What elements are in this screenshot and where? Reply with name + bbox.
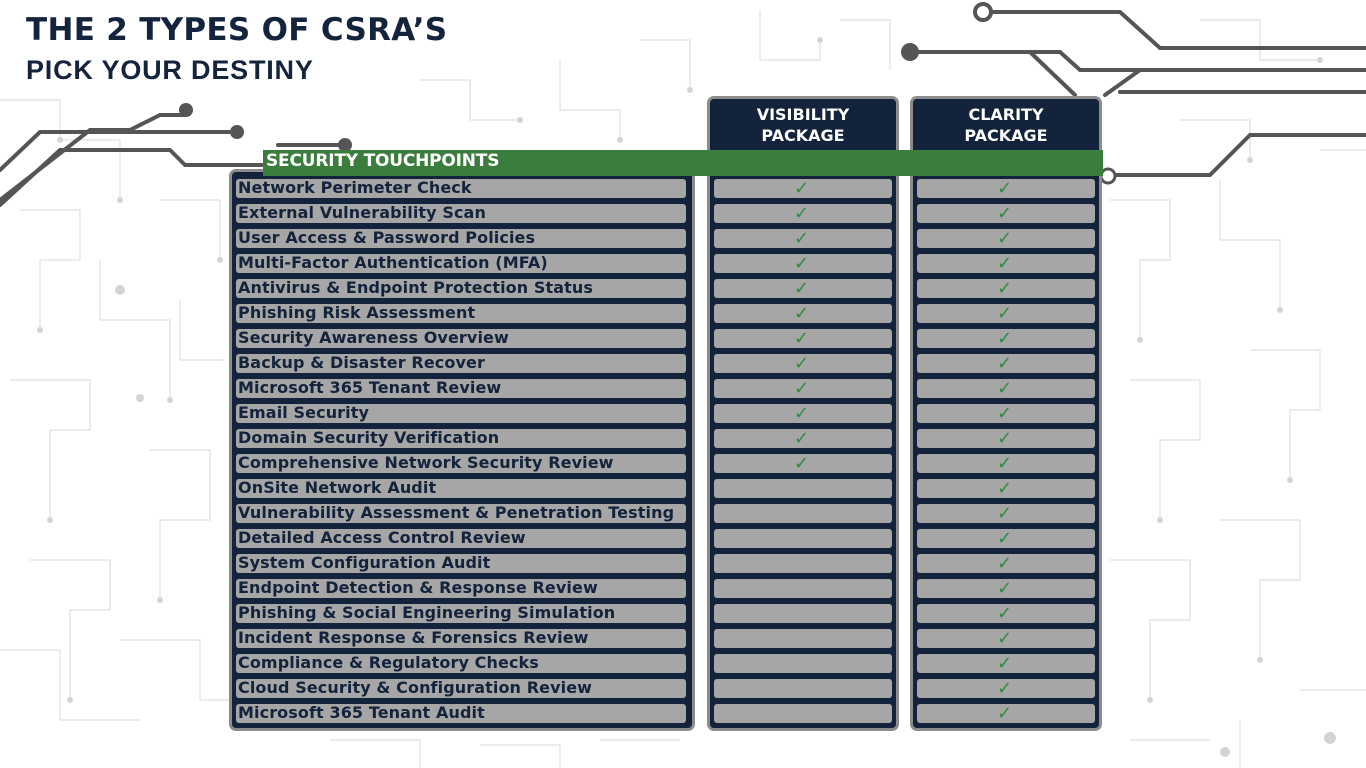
clarity-cell xyxy=(917,254,1095,273)
clarity-cell xyxy=(917,579,1095,598)
visibility-cell xyxy=(714,479,892,498)
clarity-cell xyxy=(917,429,1095,448)
touchpoint-cell xyxy=(236,379,686,398)
visibility-cell xyxy=(714,304,892,323)
checkmark-icon: ✓ xyxy=(997,428,1013,449)
clarity-cell xyxy=(917,354,1095,373)
touchpoint-label: OnSite Network Audit xyxy=(238,478,437,497)
clarity-cell xyxy=(917,529,1095,548)
touchpoint-label: User Access & Password Policies xyxy=(238,228,536,247)
visibility-cell xyxy=(714,554,892,573)
touchpoint-cell xyxy=(236,679,686,698)
checkmark-icon: ✓ xyxy=(997,653,1013,674)
checkmark-icon: ✓ xyxy=(997,478,1013,499)
checkmark-icon: ✓ xyxy=(997,528,1013,549)
clarity-cell xyxy=(917,204,1095,223)
checkmark-icon: ✓ xyxy=(794,328,810,349)
checkmark-icon: ✓ xyxy=(794,303,810,324)
checkmark-icon: ✓ xyxy=(997,603,1013,624)
checkmark-icon: ✓ xyxy=(997,303,1013,324)
clarity-cell xyxy=(917,304,1095,323)
touchpoint-cell xyxy=(236,454,686,473)
touchpoint-label: External Vulnerability Scan xyxy=(238,203,486,222)
visibility-cell xyxy=(714,254,892,273)
visibility-cell xyxy=(714,679,892,698)
touchpoint-label: Comprehensive Network Security Review xyxy=(238,453,614,472)
touchpoint-label: System Configuration Audit xyxy=(238,553,491,572)
checkmark-icon: ✓ xyxy=(997,328,1013,349)
visibility-package-line2: PACKAGE xyxy=(761,126,845,145)
clarity-cell xyxy=(917,504,1095,523)
touchpoint-cell xyxy=(236,329,686,348)
visibility-cell xyxy=(714,604,892,623)
touchpoint-cell xyxy=(236,204,686,223)
visibility-cell xyxy=(714,429,892,448)
clarity-package-line1: CLARITY xyxy=(968,105,1044,124)
touchpoint-label: Incident Response & Forensics Review xyxy=(238,628,589,647)
clarity-cell xyxy=(917,404,1095,423)
checkmark-icon: ✓ xyxy=(794,203,810,224)
touchpoint-cell xyxy=(236,304,686,323)
touchpoint-label: Vulnerability Assessment & Penetration Testing xyxy=(238,503,675,522)
visibility-package-line1: VISIBILITY xyxy=(756,105,850,124)
touchpoint-label: Cloud Security & Configuration Review xyxy=(238,678,593,697)
touchpoint-cell xyxy=(236,229,686,248)
touchpoint-cell xyxy=(236,654,686,673)
visibility-cell xyxy=(714,654,892,673)
touchpoint-cell xyxy=(236,504,686,523)
touchpoint-cell xyxy=(236,279,686,298)
clarity-cell xyxy=(917,679,1095,698)
touchpoint-cell xyxy=(236,554,686,573)
touchpoint-label: Network Perimeter Check xyxy=(238,178,472,197)
visibility-cell xyxy=(714,179,892,198)
checkmark-icon: ✓ xyxy=(997,278,1013,299)
visibility-cell xyxy=(714,704,892,723)
clarity-cell xyxy=(917,629,1095,648)
checkmark-icon: ✓ xyxy=(794,253,810,274)
checkmark-icon: ✓ xyxy=(997,503,1013,524)
checkmark-icon: ✓ xyxy=(794,378,810,399)
touchpoint-label: Detailed Access Control Review xyxy=(238,528,526,547)
clarity-cell xyxy=(917,179,1095,198)
checkmark-icon: ✓ xyxy=(794,353,810,374)
checkmark-icon: ✓ xyxy=(997,703,1013,724)
checkmark-icon: ✓ xyxy=(997,578,1013,599)
checkmark-icon: ✓ xyxy=(794,453,810,474)
checkmark-icon: ✓ xyxy=(794,428,810,449)
visibility-cell xyxy=(714,329,892,348)
clarity-cell xyxy=(917,654,1095,673)
checkmark-icon: ✓ xyxy=(794,178,810,199)
clarity-package-heading xyxy=(910,104,1102,146)
visibility-cell xyxy=(714,629,892,648)
clarity-cell xyxy=(917,479,1095,498)
visibility-cell xyxy=(714,379,892,398)
touchpoint-cell xyxy=(236,579,686,598)
touchpoint-cell xyxy=(236,529,686,548)
visibility-package-heading xyxy=(707,104,899,146)
touchpoint-cell xyxy=(236,354,686,373)
checkmark-icon: ✓ xyxy=(997,253,1013,274)
visibility-cell xyxy=(714,404,892,423)
checkmark-icon: ✓ xyxy=(997,353,1013,374)
checkmark-icon: ✓ xyxy=(997,403,1013,424)
page-subtitle: PICK YOUR DESTINY xyxy=(26,55,314,85)
clarity-cell xyxy=(917,279,1095,298)
visibility-cell xyxy=(714,579,892,598)
touchpoint-label: Microsoft 365 Tenant Audit xyxy=(238,703,485,722)
security-touchpoints-banner xyxy=(263,150,1103,176)
touchpoint-cell xyxy=(236,179,686,198)
touchpoint-label: Multi-Factor Authentication (MFA) xyxy=(238,253,548,272)
clarity-cell xyxy=(917,229,1095,248)
touchpoint-cell xyxy=(236,604,686,623)
clarity-package-line2: PACKAGE xyxy=(964,126,1048,145)
checkmark-icon: ✓ xyxy=(997,203,1013,224)
visibility-cell xyxy=(714,354,892,373)
touchpoint-cell xyxy=(236,629,686,648)
touchpoint-label: Compliance & Regulatory Checks xyxy=(238,653,539,672)
touchpoint-cell xyxy=(236,704,686,723)
touchpoint-cell xyxy=(236,404,686,423)
visibility-cell xyxy=(714,229,892,248)
touchpoint-label: Backup & Disaster Recover xyxy=(238,353,485,372)
clarity-cell xyxy=(917,329,1095,348)
checkmark-icon: ✓ xyxy=(794,403,810,424)
visibility-cell xyxy=(714,454,892,473)
touchpoint-label: Security Awareness Overview xyxy=(238,328,509,347)
visibility-cell xyxy=(714,529,892,548)
checkmark-icon: ✓ xyxy=(794,278,810,299)
touchpoint-cell xyxy=(236,254,686,273)
clarity-cell xyxy=(917,604,1095,623)
checkmark-icon: ✓ xyxy=(997,178,1013,199)
visibility-cell xyxy=(714,279,892,298)
touchpoint-label: Phishing & Social Engineering Simulation xyxy=(238,603,616,622)
checkmark-icon: ✓ xyxy=(794,228,810,249)
touchpoint-cell xyxy=(236,479,686,498)
checkmark-icon: ✓ xyxy=(997,678,1013,699)
clarity-cell xyxy=(917,554,1095,573)
checkmark-icon: ✓ xyxy=(997,453,1013,474)
touchpoint-label: Microsoft 365 Tenant Review xyxy=(238,378,502,397)
clarity-cell xyxy=(917,704,1095,723)
touchpoint-label: Antivirus & Endpoint Protection Status xyxy=(238,278,594,297)
page-title: THE 2 TYPES OF CSRA’S xyxy=(26,12,448,48)
checkmark-icon: ✓ xyxy=(997,378,1013,399)
checkmark-icon: ✓ xyxy=(997,553,1013,574)
visibility-cell xyxy=(714,204,892,223)
touchpoint-label: Domain Security Verification xyxy=(238,428,500,447)
clarity-cell xyxy=(917,454,1095,473)
security-touchpoints-label: SECURITY TOUCHPOINTS xyxy=(266,151,500,171)
checkmark-icon: ✓ xyxy=(997,228,1013,249)
touchpoint-label: Endpoint Detection & Response Review xyxy=(238,578,598,597)
touchpoint-cell xyxy=(236,429,686,448)
touchpoint-label: Email Security xyxy=(238,403,370,422)
visibility-cell xyxy=(714,504,892,523)
checkmark-icon: ✓ xyxy=(997,628,1013,649)
touchpoint-label: Phishing Risk Assessment xyxy=(238,303,476,322)
clarity-cell xyxy=(917,379,1095,398)
